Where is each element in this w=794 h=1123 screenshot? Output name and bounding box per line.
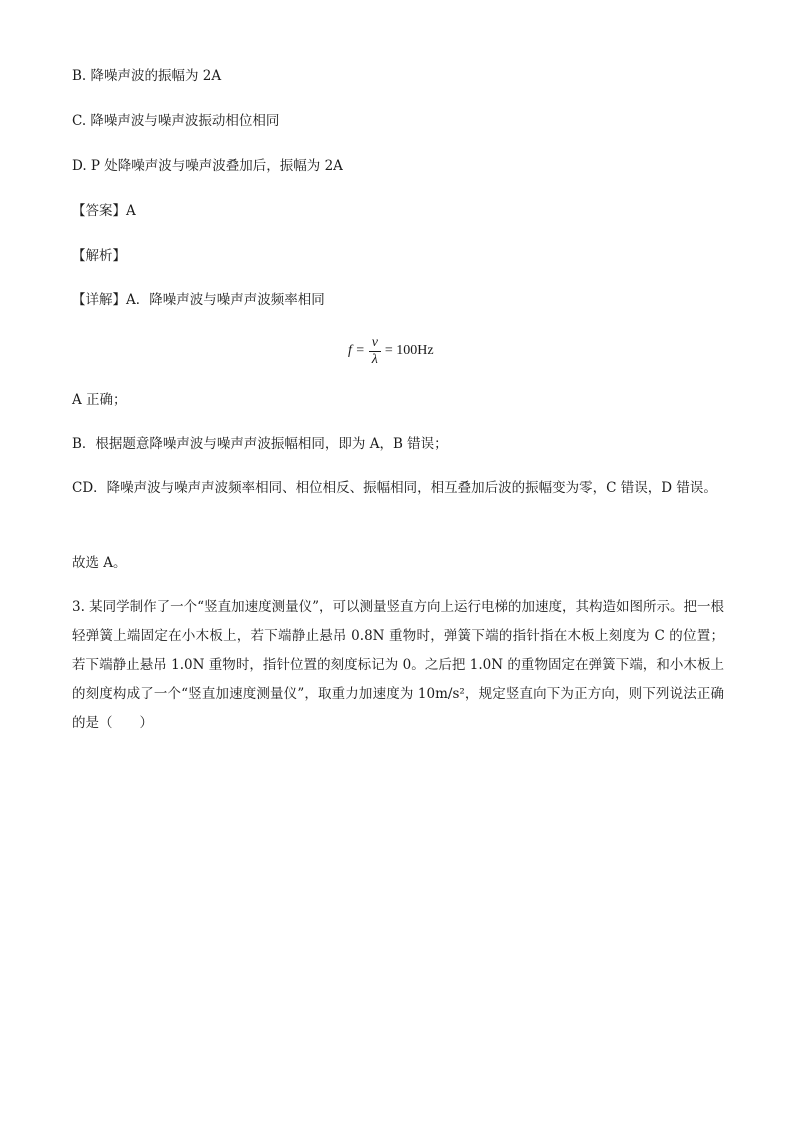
question-3-text: 3. 某同学制作了一个“竖直加速度测量仪”，可以测量竖直方向上运行电梯的加速度，其构造如图所示。把一根轻弹簧上端固定在小木板上，若下端静止悬吊 0.8N 重物时，弹簧下端的指针指在木板上刻度为 C 的位置；若下端静止悬吊 1.0N 重物时，指针位置的刻度标记为 0。之后把 1.0N 的重物固定在弹簧下端，和小木板上的刻度构成了一个“竖直加速度测量仪”，取重力加速度为 10m/s²，规定竖直向下为正方向，则下列说法正确的是（ ） [72,599,724,731]
formula-lhs: f = [348,343,365,358]
detail-text: 【详解】A．降噪声波与噪声声波频率相同 [72,292,325,308]
formula-numerator: v [371,334,378,350]
b-note-text: B．根据题意降噪声波与噪声声波振幅相同，即为 A，B 错误； [72,436,448,452]
option-c: C. 降噪声波与噪声波振动相位相同 [72,113,280,129]
cd-note-text: CD．降噪声波与噪声声波频率相同、相位相反、振幅相同，相互叠加后波的振幅变为零，C 错误，D 错误。 [72,480,717,496]
formula-denominator: λ [371,351,378,367]
formula-rhs: = 100Hz [384,343,434,358]
option-d: D. P 处降噪声波与噪声波叠加后，振幅为 2A [72,158,343,174]
formula-fraction [369,336,381,367]
a-correct-text: A 正确； [72,392,127,408]
frequency-formula [348,334,434,368]
option-b: B. 降噪声波的振幅为 2A [72,68,222,84]
conclusion-text: 故选 A。 [72,555,127,571]
answer-label: 【答案】A [72,203,136,219]
analysis-heading: 【解析】 [72,248,126,264]
